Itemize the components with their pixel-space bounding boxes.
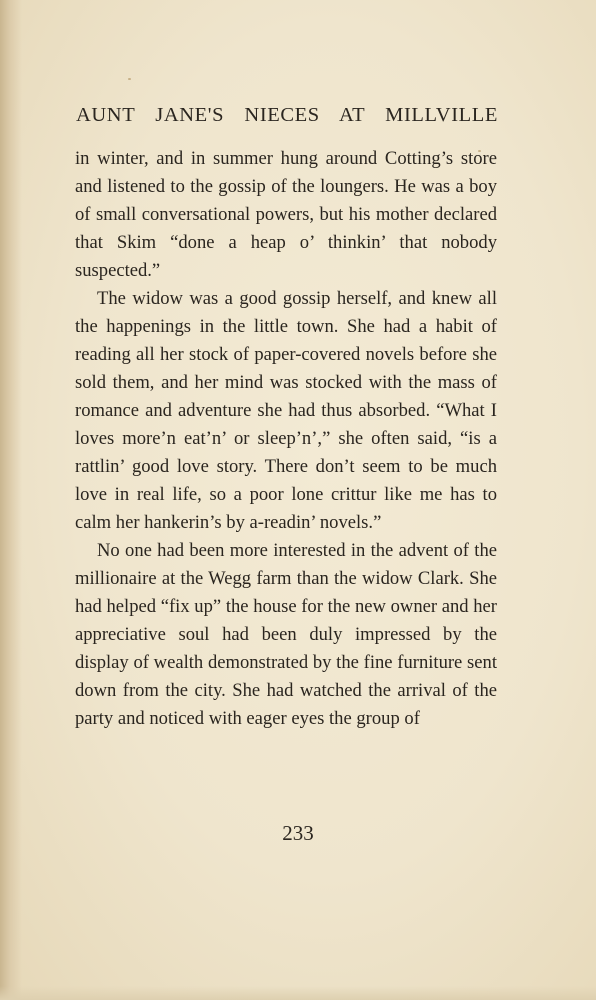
paragraph: The widow was a good gossip herself, and knew all the happenings in the little town. She had a habit of reading all her stock of paper-covered novels before she sold them, and her mind was stocked with the mass of romance and adventure she had thus absorbed. “What I loves more’n eat’n’ or sleep’n’,” she often said, “is a rattlin’ good love story. There don’t seem to be much love in real life, so a poor lone crittur like me has to calm her hankerin’s by a-readin’ novels.”: [75, 288, 497, 533]
paragraph: No one had been more interested in the advent of the millionaire at the Wegg farm than the widow Clark. She had helped “fix up” the house for the new owner and her appreciative soul had been duly impressed by the display of wealth demonstrated by the fine furniture sent down from the city. She had watched the arrival of the party and noticed with eager eyes the group of: [75, 540, 497, 729]
page-gutter-shadow: [0, 0, 22, 1000]
running-head: AUNT JANE'S NIECES AT MILLVILLE: [76, 104, 498, 126]
page-number: 233: [282, 821, 314, 845]
page-bottom-edge: [0, 986, 596, 1000]
paper-fleck: [128, 78, 131, 80]
paragraph: in winter, and in summer hung around Cotting’s store and listened to the gossip of the loungers. He was a boy of small conversational powers, but his mother declared that Skim “done a heap o’ thinkin’ that nobody suspected.”: [75, 148, 497, 281]
body-text: [75, 145, 497, 733]
